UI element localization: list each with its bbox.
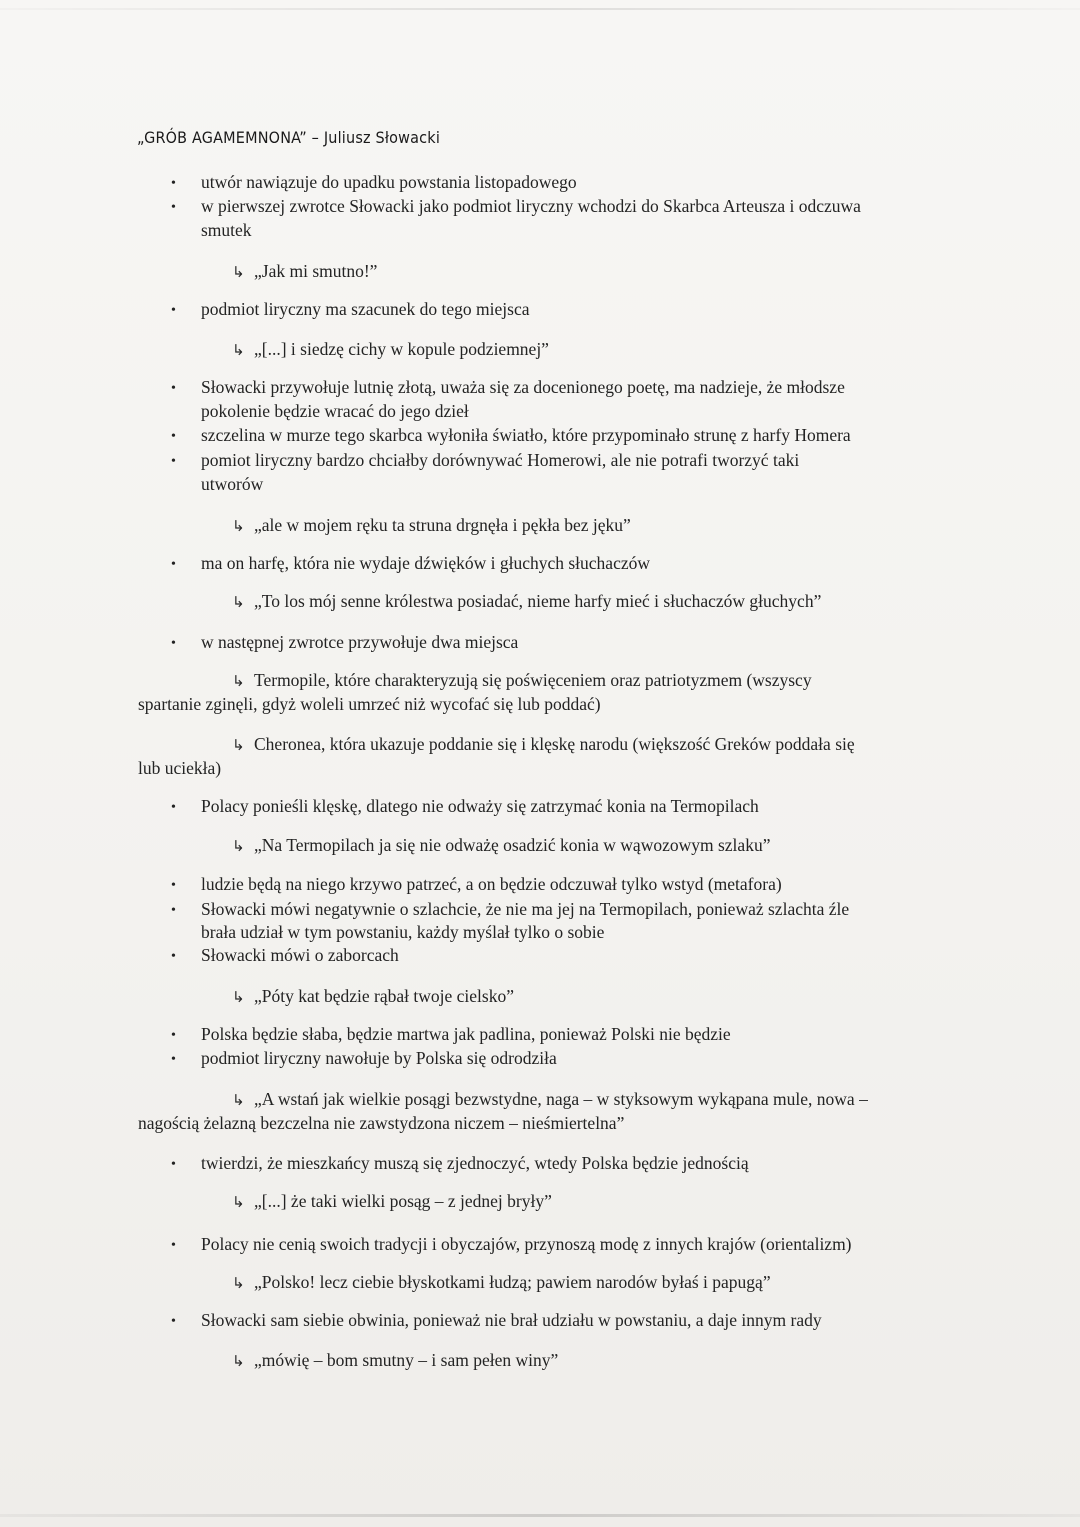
quote-line: ↳ „ale w mojem ręku ta struna drgnęła i pękła bez jęku” — [232, 515, 631, 535]
arrow-icon: ↳ — [232, 837, 245, 855]
list-item: podmiot liryczny ma szacunek do tego miejsca — [201, 299, 530, 319]
bullet-icon: • — [171, 903, 176, 918]
bullet-icon: • — [171, 1238, 176, 1253]
quote-line: ↳ „Jak mi smutno!” — [232, 261, 378, 281]
list-item: Słowacki mówi negatywnie o szlachcie, że nie ma jej na Termopilach, ponieważ szlachta źle — [201, 899, 850, 919]
arrow-icon: ↳ — [232, 263, 245, 281]
quote-line: ↳ „mówię – bom smutny – i sam pełen winy” — [232, 1350, 559, 1370]
list-item: pomiot liryczny bardzo chciałby dorównywać Homerowi, ale nie potrafi tworzyć taki — [201, 450, 800, 470]
page-title: „GRÓB AGAMEMNONA” – Juliusz Słowacki — [137, 128, 441, 147]
bullet-icon: • — [171, 557, 176, 572]
paper-top-edge — [0, 8, 1080, 10]
arrow-icon: ↳ — [232, 593, 245, 611]
list-item: ma on harfę, która nie wydaje dźwięków i głuchych słuchaczów — [201, 553, 651, 573]
list-item: podmiot liryczny nawołuje by Polska się odrodziła — [201, 1048, 557, 1068]
arrow-icon: ↳ — [232, 1091, 245, 1109]
quote-line: ↳ „A wstań jak wielkie posągi bezwstydne, naga – w styksowym wykąpana mule, nowa – — [232, 1089, 868, 1109]
bullet-icon: • — [171, 1314, 176, 1329]
quote-line: ↳ Termopile, które charakteryzują się poświęceniem oraz patriotyzmem (wszyscy — [232, 670, 812, 690]
arrow-icon: ↳ — [232, 341, 245, 359]
list-item: utwór nawiązuje do upadku powstania listopadowego — [201, 172, 577, 192]
quote-continuation: spartanie zginęli, gdyż woleli umrzeć niż wycofać się lub poddać) — [138, 694, 601, 714]
bullet-icon: • — [171, 303, 176, 318]
arrow-icon: ↳ — [232, 736, 245, 754]
list-item: szczelina w murze tego skarbca wyłoniła światło, które przypominało strunę z harfy Homera — [201, 425, 851, 445]
quote-continuation: nagością żelazną bezczelna nie zawstydzona niczem – nieśmiertelna” — [138, 1113, 625, 1133]
bullet-icon: • — [171, 949, 176, 964]
paper-bottom-edge — [0, 1514, 1080, 1517]
quote-line: ↳ „[...] i siedzę cichy w kopule podziemnej” — [232, 339, 549, 359]
quote-line: ↳ „Póty kat będzie rąbał twoje cielsko” — [232, 986, 514, 1006]
quote-line: ↳ „[...] że taki wielki posąg – z jednej bryły” — [232, 1191, 552, 1211]
bullet-icon: • — [171, 381, 176, 396]
quote-continuation: lub uciekła) — [138, 758, 222, 778]
list-item: Polacy nie cenią swoich tradycji i obyczajów, przynoszą modę z innych krajów (orientalizm) — [201, 1234, 852, 1254]
bullet-icon: • — [171, 454, 176, 469]
quote-line: ↳ „Na Termopilach ja się nie odważę osadzić konia w wąwozowym szlaku” — [232, 835, 771, 855]
list-item-continuation: pokolenie będzie wracać do jego dzieł — [201, 401, 469, 421]
list-item: Słowacki przywołuje lutnię złotą, uważa się za docenionego poetę, ma nadzieje, że młodsze — [201, 377, 845, 397]
bullet-icon: • — [171, 878, 176, 893]
list-item-continuation: utworów — [201, 474, 264, 494]
list-item: twierdzi, że mieszkańcy muszą się zjednoczyć, wtedy Polska będzie jednością — [201, 1153, 749, 1173]
list-item: w pierwszej zwrotce Słowacki jako podmiot liryczny wchodzi do Skarbca Arteusza i odczuwa — [201, 196, 861, 216]
bullet-icon: • — [171, 636, 176, 651]
quote-line: ↳ „Polsko! lecz ciebie błyskotkami łudzą; pawiem narodów byłaś i papugą” — [232, 1272, 771, 1292]
bullet-icon: • — [171, 800, 176, 815]
arrow-icon: ↳ — [232, 517, 245, 535]
arrow-icon: ↳ — [232, 1274, 245, 1292]
list-item: ludzie będą na niego krzywo patrzeć, a on będzie odczuwał tylko wstyd (metafora) — [201, 874, 782, 894]
bullet-icon: • — [171, 176, 176, 191]
list-item-continuation: smutek — [201, 220, 252, 240]
list-item: Słowacki sam siebie obwinia, ponieważ nie brał udziału w powstaniu, a daje innym rady — [201, 1310, 822, 1330]
quote-line: ↳ Cheronea, która ukazuje poddanie się i klęskę narodu (większość Greków poddała się — [232, 734, 855, 754]
arrow-icon: ↳ — [232, 672, 245, 690]
bullet-icon: • — [171, 429, 176, 444]
bullet-icon: • — [171, 1028, 176, 1043]
arrow-icon: ↳ — [232, 1352, 245, 1370]
arrow-icon: ↳ — [232, 1193, 245, 1211]
list-item: Polacy ponieśli klęskę, dlatego nie odważy się zatrzymać konia na Termopilach — [201, 796, 759, 816]
quote-line: ↳ „To los mój senne królestwa posiadać, nieme harfy mieć i słuchaczów głuchych” — [232, 591, 822, 611]
bullet-icon: • — [171, 1052, 176, 1067]
bullet-icon: • — [171, 1157, 176, 1172]
bullet-icon: • — [171, 200, 176, 215]
list-item: Polska będzie słaba, będzie martwa jak padlina, ponieważ Polski nie będzie — [201, 1024, 731, 1044]
list-item-continuation: brała udział w tym powstaniu, każdy myślał tylko o sobie — [201, 922, 605, 942]
list-item: w następnej zwrotce przywołuje dwa miejsca — [201, 632, 519, 652]
arrow-icon: ↳ — [232, 988, 245, 1006]
list-item: Słowacki mówi o zaborcach — [201, 945, 399, 965]
